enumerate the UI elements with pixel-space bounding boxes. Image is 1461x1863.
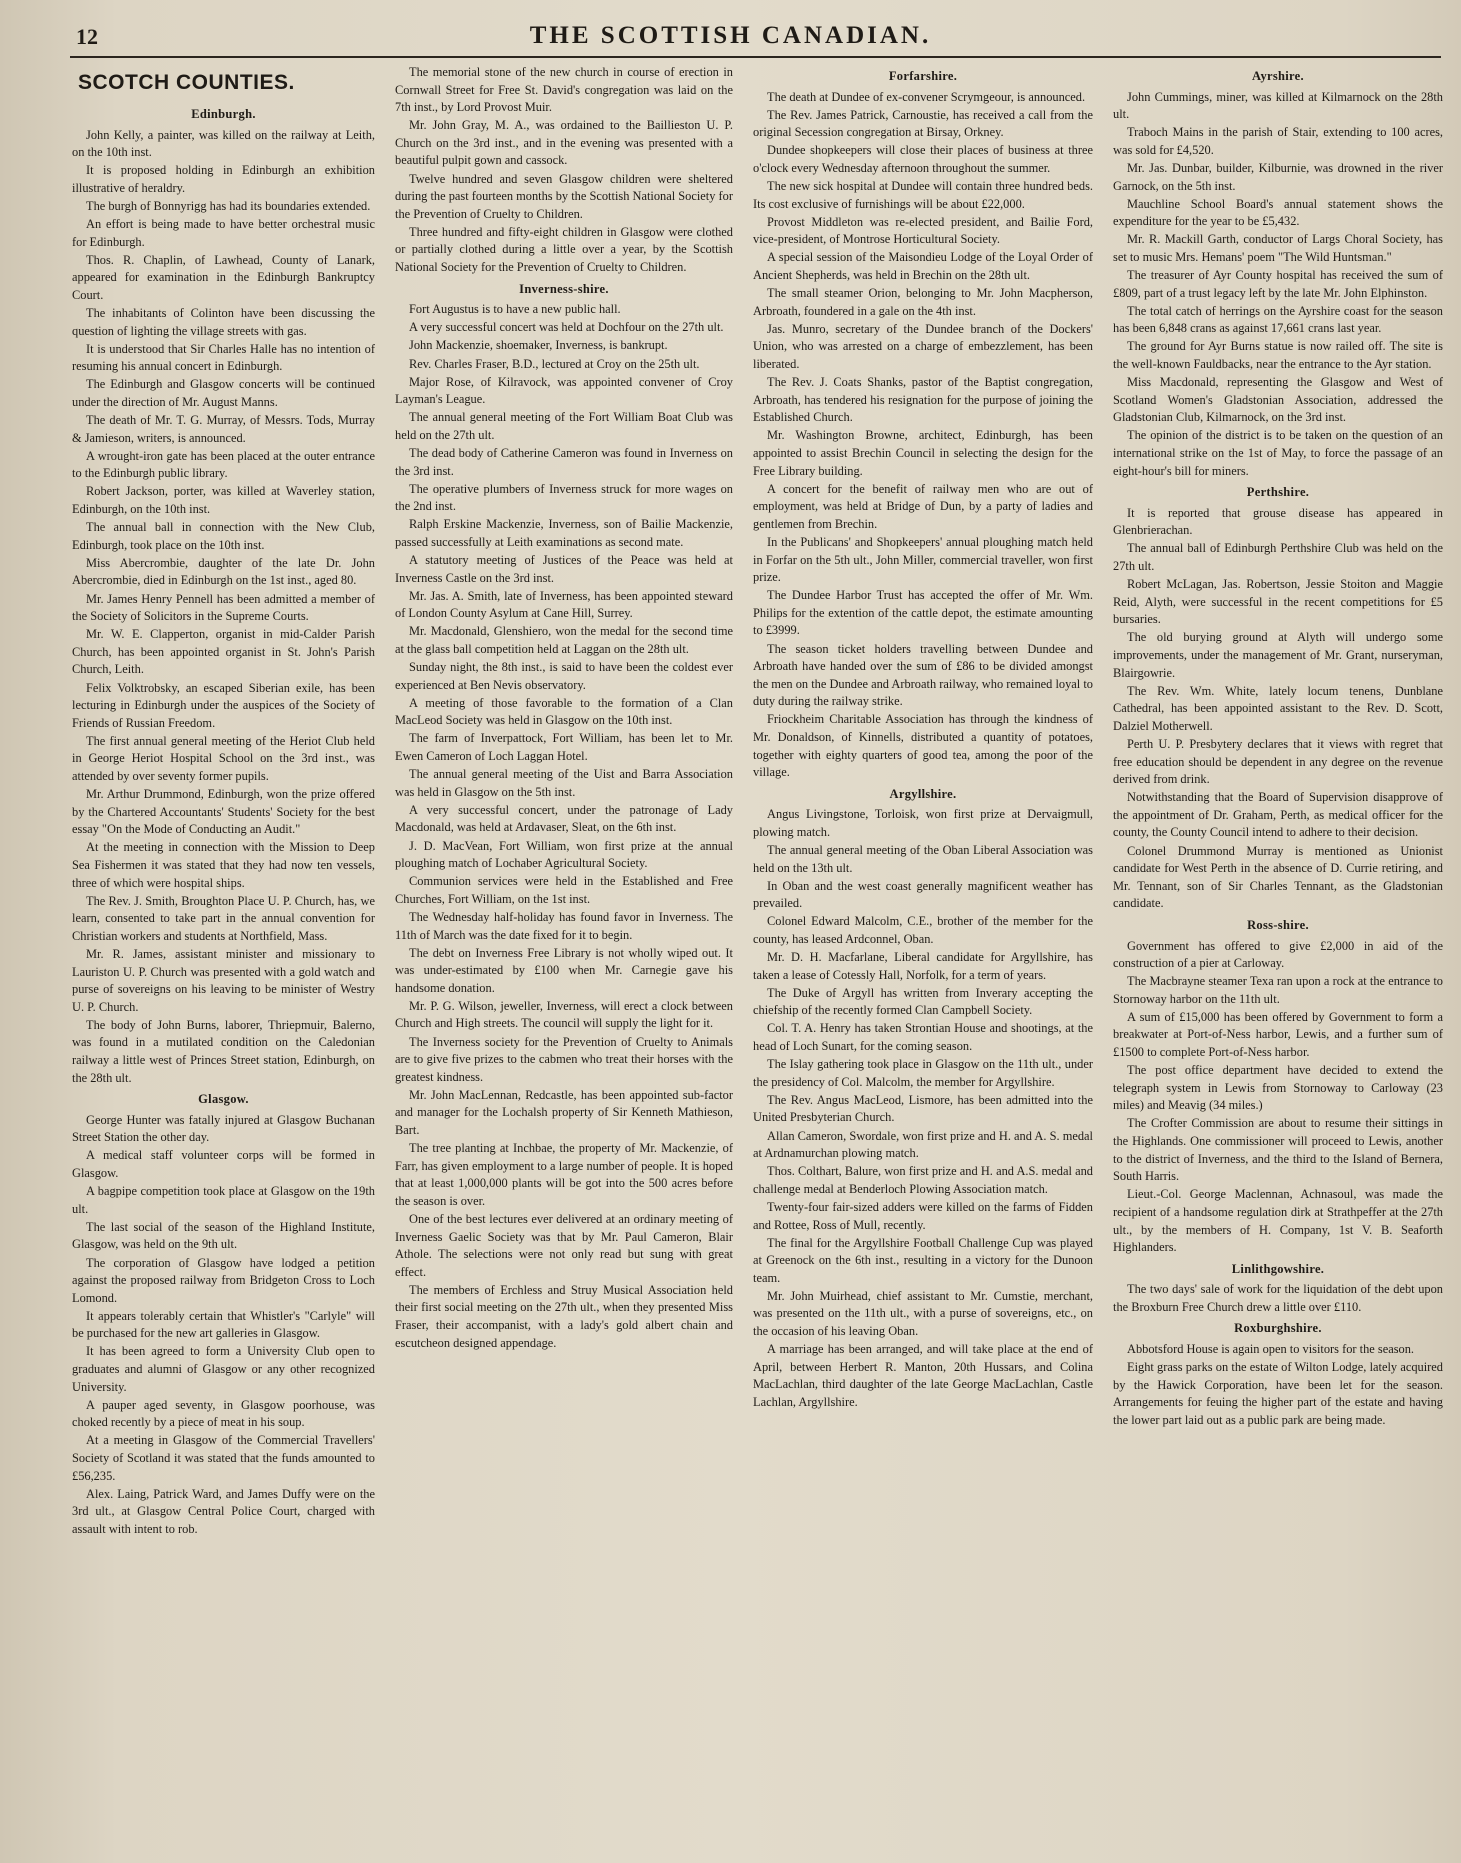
news-item: The annual general meeting of the Uist and Barra Association was held in Glasgow on the 5th inst. [395, 767, 733, 799]
main-heading: SCOTCH COUNTIES. [78, 71, 295, 94]
news-item: Friockheim Charitable Association has through the kindness of Mr. Donaldson, of Kinnells, distributed a quantity of potatoes, together with eighty quarters of good tea, among the poor of the village. [753, 712, 1093, 780]
news-item: Miss Abercrombie, daughter of the late Dr. John Abercrombie, died in Edinburgh on the 1st inst., aged 80. [72, 555, 375, 588]
news-item: The operative plumbers of Inverness struck for more wages on the 2nd inst. [395, 481, 733, 514]
news-item: Felix Volktrobsky, an escaped Siberian exile, has been lecturing in Edinburgh under the auspices of the Society of Friends of Russian Freedom. [72, 680, 375, 730]
news-item: Three hundred and fifty-eight children in Glasgow were clothed or partially clothed during a little over a year, by the Scottish National Society for the Prevention of Cruelty to Children. [395, 224, 733, 275]
news-item: Mr. R. James, assistant minister and missionary to Lauriston U. P. Church was presented with a gold watch and purse of sovereigns on his leaving to be minister of Westry U. P. Church. [72, 946, 375, 1014]
news-item: Major Rose, of Kilravock, was appointed convener of Croy Layman's League. [395, 374, 733, 407]
news-item: The corporation of Glasgow have lodged a petition against the proposed railway from Bridgeton Cross to Loch Lomond. [72, 1255, 375, 1305]
news-item: Lieut.-Col. George Maclennan, Achnasoul, was made the recipient of a handsome regulation dirk at Strathpeffer at the 27th ult., by the members of H. Company, 1st V. B. Seaforth Highlanders. [1113, 1187, 1443, 1255]
news-item: Mr. Washington Browne, architect, Edinburgh, has been appointed to assist Brechin Council in selecting the design for the Free Library building. [753, 428, 1093, 478]
news-item: The Inverness society for the Prevention of Cruelty to Animals are to give five prizes to the cabmen who treat their horses with the greatest kindness. [395, 1034, 733, 1084]
news-item: Miss Macdonald, representing the Glasgow and West of Scotland Women's Gladstonian Association, addressed the Gladstonian Club, Kilmarnock, on the 3rd inst. [1113, 375, 1443, 425]
news-item: Mr. John Gray, M. A., was ordained to the Baillieston U. P. Church on the 3rd inst., and in the evening was presented with a beautiful pulpit gown and cassock. [395, 118, 733, 168]
news-item: A pauper aged seventy, in Glasgow poorhouse, was choked recently by a piece of meat in his soup. [72, 1397, 375, 1430]
news-item: The first annual general meeting of the Heriot Club held in George Heriot Hospital School on the 3rd inst., was attended by over seventy former pupils. [72, 733, 375, 783]
news-item: In Oban and the west coast generally magnificent weather has prevailed. [753, 878, 1093, 911]
news-item: The treasurer of Ayr County hospital has received the sum of £809, part of a trust legacy left by the late Mr. John Elphinston. [1113, 268, 1443, 300]
news-item: It is proposed holding in Edinburgh an exhibition illustrative of heraldry. [72, 163, 375, 195]
news-item: The Duke of Argyll has written from Inverary accepting the chiefship of the recently formed Clan Campbell Society. [753, 985, 1093, 1018]
news-item: Eight grass parks on the estate of Wilton Lodge, lately acquired by the Hawick Corporation, have been let for the season. Arrangements for feuing the higher part of the estate and having the lower part laid out as a public park are being made. [1113, 1360, 1443, 1427]
news-item: Perth U. P. Presbytery declares that it views with regret that free education should be dependent in any degree on the revenue derived from drink. [1113, 736, 1443, 787]
news-item: The dead body of Catherine Cameron was found in Inverness on the 3rd inst. [395, 445, 733, 478]
news-item: A sum of £15,000 has been offered by Government to form a breakwater at Port-of-Ness harbor, Lewis, and a further sum of £1500 to complete Port-of-Ness harbor. [1113, 1009, 1443, 1060]
news-item: A medical staff volunteer corps will be formed in Glasgow. [72, 1148, 375, 1181]
news-item: John Cummings, miner, was killed at Kilmarnock on the 28th ult. [1113, 89, 1443, 122]
news-item: Angus Livingstone, Torloisk, won first prize at Dervaigmull, plowing match. [753, 807, 1093, 839]
news-item: Mr. Jas. A. Smith, late of Inverness, has been appointed steward of London County Asylum at Cane Hill, Surrey. [395, 588, 733, 621]
news-item: The ground for Ayr Burns statue is now railed off. The site is the well-known Fauldbacks, near the entrance to the Ayr station. [1113, 339, 1443, 371]
news-item: The Edinburgh and Glasgow concerts will be continued under the direction of Mr. August Manns. [72, 377, 375, 409]
page-number: 12 [76, 24, 98, 49]
news-item: J. D. MacVean, Fort William, won first prize at the annual ploughing match of Lochaber Agricultural Society. [395, 838, 733, 871]
news-item: Dundee shopkeepers will close their places of business at three o'clock every Wednesday afternoon throughout the summer. [753, 143, 1093, 175]
news-item: The debt on Inverness Free Library is not wholly wiped out. It was under-estimated by £100 when Mr. Carnegie gave his handsome donation. [395, 945, 733, 995]
news-item: Mr. Arthur Drummond, Edinburgh, won the prize offered by the Chartered Accountants' Students' Society for the best essay "On the Mode of Conducting an Audit." [72, 787, 375, 837]
news-item: Mr. Macdonald, Glenshiero, won the medal for the second time at the glass ball competition held at Laggan on the 28th ult. [395, 624, 733, 656]
news-item: Communion services were held in the Established and Free Churches, Fort William, on the 1st inst. [395, 874, 733, 906]
news-item: Rev. Charles Fraser, B.D., lectured at Croy on the 25th ult. [409, 356, 700, 371]
news-item: Mr. Jas. Dunbar, builder, Kilburnie, was drowned in the river Garnock, on the 5th inst. [1113, 160, 1443, 193]
section-heading: Glasgow. [198, 1092, 249, 1107]
news-item: The Rev. J. Smith, Broughton Place U. P. Church, has, we learn, consented to take part in the annual convention for Christian workers and students at Northfield, Mass. [72, 893, 375, 943]
news-item: Colonel Drummond Murray is mentioned as Unionist candidate for West Perth in the absence of D. Currie retiring, and Mr. Tennant, son of Sir Charles Tennant, as the Gladstonian candidate. [1113, 843, 1443, 911]
news-item: The season ticket holders travelling between Dundee and Arbroath have handed over the sum of £86 to be divided amongst the men on the Dundee and Arbroath railway, who remained loyal to duty during the railway strike. [753, 641, 1093, 709]
news-item: A meeting of those favorable to the formation of a Clan MacLeod Society was held in Glasgow on the 10th inst. [395, 695, 733, 728]
section-heading: Forfarshire. [888, 69, 958, 83]
news-item: Twelve hundred and seven Glasgow children were sheltered during the past fourteen months by the Scottish National Society for the Prevention of Cruelty to Children. [395, 171, 733, 221]
news-item: The tree planting at Inchbae, the property of Mr. Mackenzie, of Farr, has given employment to a large number of people. It is hoped that at least 1,000,000 plants will be got into the 500 acres before the season is over. [395, 1141, 733, 1208]
news-item: The old burying ground at Alyth will undergo some improvements, under the management of Mr. Grant, nurseryman, Blairgowrie. [1113, 630, 1443, 680]
news-item: The Rev. Wm. White, lately locum tenens, Dunblane Cathedral, has been appointed assistant to the Rev. D. Scott, Dalziel Motherwell. [1113, 683, 1443, 733]
masthead [0, 22, 1461, 56]
news-item: Colonel Edward Malcolm, C.E., brother of the member for the county, has leased Ardconnel, Oban. [753, 914, 1093, 946]
news-item: Abbotsford House is again open to visitors for the season. [1127, 1342, 1415, 1357]
news-item: A statutory meeting of Justices of the Peace was held at Inverness Castle on the 3rd inst. [395, 553, 733, 585]
news-item: Twenty-four fair-sized adders were killed on the farms of Fidden and Rottee, Ross of Mull, recently. [753, 1199, 1093, 1232]
news-item: A wrought-iron gate has been placed at the outer entrance to the Edinburgh public library. [72, 448, 375, 481]
section-heading: Edinburgh. [191, 107, 256, 121]
column-3 [753, 64, 1093, 1854]
news-item: Alex. Laing, Patrick Ward, and James Duffy were on the 3rd ult., at Glasgow Central Police Court, charged with assault with intent to rob. [72, 1486, 375, 1536]
news-item: Robert Jackson, porter, was killed at Waverley station, Edinburgh, on the 10th inst. [72, 484, 375, 517]
news-item: The Rev. J. Coats Shanks, pastor of the Baptist congregation, Arbroath, has tendered his resignation for the purpose of joining the Established Church. [753, 375, 1093, 425]
news-item: Allan Cameron, Swordale, won first prize and H. and A. S. medal at Ardnamurchan plowing match. [753, 1128, 1093, 1161]
news-item: The new sick hospital at Dundee will contain three hundred beds. Its cost exclusive of furnishings will be about £22,000. [753, 179, 1093, 211]
news-item: John Kelly, a painter, was killed on the railway at Leith, on the 10th inst. [72, 127, 375, 160]
news-item: John Mackenzie, shoemaker, Inverness, is bankrupt. [409, 338, 668, 353]
news-item: A special session of the Maisondieu Lodge of the Loyal Order of Ancient Shepherds, was held in Brechin on the 28th ult. [753, 250, 1093, 283]
news-item: Government has offered to give £2,000 in aid of the construction of a pier at Carloway. [1113, 938, 1443, 971]
news-item: The post office department have decided to extend the telegraph system in Lewis from Stornoway to Carloway (23 miles) and Meavig (34 miles.) [1113, 1063, 1443, 1113]
news-item: Robert McLagan, Jas. Robertson, Jessie Stoiton and Maggie Reid, Alyth, were successful in the recent competitions for £5 bursaries. [1113, 577, 1443, 627]
news-item: The Rev. Angus MacLeod, Lismore, has been admitted into the United Presbyterian Church. [753, 1092, 1093, 1125]
news-item: The death at Dundee of ex-convener Scrymgeour, is announced. [767, 89, 1086, 104]
news-item: Mr. John MacLennan, Redcastle, has been appointed sub-factor and manager for the Lochalsh property of Sir Kenneth Mathieson, Bart. [395, 1087, 733, 1138]
news-item: The farm of Inverpattock, Fort William, has been let to Mr. Ewen Cameron of Loch Laggan Hotel. [395, 731, 733, 764]
news-item: Fort Augustus is to have a new public hall. [409, 302, 621, 317]
news-item: The final for the Argyllshire Football Challenge Cup was played at Greenock on the 6th inst., resulting in a victory for the Dunoon team. [753, 1235, 1093, 1285]
column-2 [395, 64, 733, 1854]
news-item: The Wednesday half-holiday has found favor in Inverness. The 11th of March was the date fixed for it to begin. [395, 909, 733, 942]
masthead-rule [70, 56, 1441, 58]
news-item: One of the best lectures ever delivered at an ordinary meeting of Inverness Gaelic Society was that by Mr. Paul Cameron, Blair Athole. The selections were not only read but sung with great effect. [395, 1212, 733, 1279]
news-item: The opinion of the district is to be taken on the question of an international strike on the 1st of May, to force the passage of an eight-hour's bill for miners. [1113, 428, 1443, 478]
news-item: Thos. R. Chaplin, of Lawhead, County of Lanark, appeared for examination in the Edinburgh Bankruptcy Court. [72, 252, 375, 302]
section-heading: Roxburghshire. [1234, 1321, 1322, 1336]
news-item: It is reported that grouse disease has appeared in Glenbrierachan. [1113, 505, 1443, 538]
news-item: Mr. R. Mackill Garth, conductor of Largs Choral Society, has set to music Mrs. Hemans' poem "The Wild Huntsman." [1113, 232, 1443, 264]
news-item: The annual ball of Edinburgh Perthshire Club was held on the 27th ult. [1113, 541, 1443, 574]
news-item: The death of Mr. T. G. Murray, of Messrs. Tods, Murray & Jamieson, writers, is announced. [72, 413, 375, 445]
news-item: Mr. John Muirhead, chief assistant to Mr. Cumstie, merchant, was presented on the 11th ult., with a purse of sovereigns, etc., on the occasion of his leaving Oban. [753, 1288, 1093, 1339]
news-item: It appears tolerably certain that Whistler's "Carlyle" will be purchased for the new art galleries in Glasgow. [72, 1308, 375, 1341]
news-item: The Dundee Harbor Trust has accepted the offer of Mr. Wm. Philips for the extention of the cattle depot, the estimate amounting to £3999. [753, 588, 1093, 638]
news-item: George Hunter was fatally injured at Glasgow Buchanan Street Station the other day. [72, 1112, 375, 1145]
news-item: The Macbrayne steamer Texa ran upon a rock at the entrance to Stornoway harbor on the 11th ult. [1113, 974, 1443, 1006]
news-item: Mauchline School Board's annual statement shows the expenditure for the year to be £5,432. [1113, 196, 1443, 229]
news-item: The total catch of herrings on the Ayrshire coast for the season has been 6,848 crans as against 17,661 crans last year. [1113, 303, 1443, 336]
news-item: The Rev. James Patrick, Carnoustie, has received a call from the original Secession congregation at Birsay, Orkney. [753, 107, 1093, 140]
section-heading: Linlithgowshire. [1231, 1261, 1325, 1276]
news-item: Ralph Erskine Mackenzie, Inverness, son of Bailie Mackenzie, passed successfully at Leith examinations as second mate. [395, 517, 733, 549]
news-item: The annual ball in connection with the New Club, Edinburgh, took place on the 10th inst. [72, 520, 375, 552]
news-item: It is understood that Sir Charles Halle has no intention of resuming his annual concert in Edinburgh. [72, 341, 375, 374]
news-item: Notwithstanding that the Board of Supervision disapprove of the appointment of Dr. Graham, Perth, as medical officer for the county, the County Council intend to adhere to their decision. [1113, 790, 1443, 840]
news-item: Mr. P. G. Wilson, jeweller, Inverness, will erect a clock between Church and High streets. The council will supply the light for it. [395, 998, 733, 1031]
paper-title: THE SCOTTISH CANADIAN. [529, 22, 932, 49]
news-item: A marriage has been arranged, and will take place at the end of April, between Herbert R. Manton, 20th Hussars, and Colina MacLachlan, third daughter of the late George MacLachlan, Castle Lachlan, Argyllshire. [753, 1342, 1093, 1409]
news-item: Traboch Mains in the parish of Stair, extending to 100 acres, was sold for £4,520. [1113, 125, 1443, 157]
news-item: The Islay gathering took place in Glasgow on the 11th ult., under the presidency of Col. Malcolm, the member for Argyllshire. [753, 1057, 1093, 1089]
news-item: The burgh of Bonnyrigg has had its boundaries extended. [86, 198, 371, 213]
news-item: Mr. D. H. Macfarlane, Liberal candidate for Argyllshire, has taken a lease of Cotessly Hall, Norfolk, for a term of years. [753, 950, 1093, 982]
news-item: A very successful concert was held at Dochfour on the 27th ult. [409, 320, 724, 335]
news-item: The two days' sale of work for the liquidation of the debt upon the Broxburn Free Church drew a little over £110. [1113, 1282, 1443, 1314]
news-item: The memorial stone of the new church in course of erection in Cornwall Street for Free St. David's congregation was laid on the 7th inst., by Lord Provost Muir. [395, 65, 733, 115]
news-item: A bagpipe competition took place at Glasgow on the 19th ult. [72, 1184, 375, 1216]
news-item: The annual general meeting of the Oban Liberal Association was held on the 13th ult. [753, 843, 1093, 875]
news-item: Sunday night, the 8th inst., is said to have been the coldest ever experienced at Ben Nevis observatory. [395, 660, 733, 692]
news-item: Mr. W. E. Clapperton, organist in mid-Calder Parish Church, has been appointed organist in St. John's Parish Church, Leith. [72, 627, 375, 677]
news-item: Provost Middleton was re-elected president, and Bailie Ford, vice-president, of Montrose Horticultural Society. [753, 214, 1093, 247]
column-4 [1113, 64, 1443, 1854]
news-item: The small steamer Orion, belonging to Mr. John Macpherson, Arbroath, foundered in a gale on the 4th inst. [753, 286, 1093, 318]
news-item: The members of Erchless and Struy Musical Association held their first social meeting on the 27th ult., when they presented Miss Fraser, their accompanist, with a lady's gold albert chain and escutcheon designed appendage. [395, 1282, 733, 1350]
section-heading: Ross-shire. [1247, 917, 1309, 932]
news-item: Thos. Colthart, Balure, won first prize and H. and A.S. medal and challenge medal at Benderloch Plowing Association match. [753, 1164, 1093, 1196]
news-item: Jas. Munro, secretary of the Dundee branch of the Dockers' Union, who was arrested on a charge of embezzlement, has been liberated. [753, 321, 1093, 371]
news-item: The inhabitants of Colinton have been discussing the question of lighting the village streets with gas. [72, 306, 375, 338]
news-item: In the Publicans' and Shopkeepers' annual ploughing match held in Forfar on the 5th ult., John Miller, commercial traveller, won first prize. [753, 534, 1093, 585]
news-item: The Crofter Commission are about to resume their sittings in the Highlands. One commissioner will proceed to Lewis, another to the district of Inverness, and the third to the Island of Bernera, South Harris. [1113, 1116, 1443, 1184]
news-item: Col. T. A. Henry has taken Strontian House and shootings, at the head of Loch Sunart, for the coming season. [753, 1021, 1093, 1054]
section-heading: Inverness-shire. [519, 281, 609, 296]
section-heading: Perthshire. [1246, 485, 1310, 500]
news-item: The last social of the season of the Highland Institute, Glasgow, was held on the 9th ult. [72, 1219, 375, 1252]
section-heading: Argyllshire. [889, 786, 957, 801]
section-heading: Ayrshire. [1252, 69, 1304, 83]
news-item: The body of John Burns, laborer, Thriepmuir, Balerno, was found in a mutilated condition on the Caledonian railway a little west of Princes Street station, Edinburgh, on the 28th ult. [72, 1017, 375, 1085]
news-item: At the meeting in connection with the Mission to Deep Sea Fishermen it was stated that they had now ten vessels, three of which were hospital ships. [72, 840, 375, 890]
news-item: An effort is being made to have better orchestral music for Edinburgh. [72, 217, 375, 249]
news-item: A very successful concert, under the patronage of Lady Macdonald, was held at Ardavaser, Sleat, on the 6th inst. [395, 802, 733, 835]
news-item: A concert for the benefit of railway men who are out of employment, was held at Bridge of Dun, by a party of ladies and gentlemen from Brechin. [753, 481, 1093, 531]
article-columns [72, 64, 1444, 1854]
news-item: The annual general meeting of the Fort William Boat Club was held on the 27th ult. [395, 410, 733, 442]
news-item: Mr. James Henry Pennell has been admitted a member of the Society of Solicitors in the Supreme Courts. [72, 591, 375, 624]
news-item: It has been agreed to form a University Club open to graduates and alumni of Glasgow or any other recognized University. [72, 1344, 375, 1394]
column-1 [72, 64, 375, 1854]
news-item: At a meeting in Glasgow of the Commercial Travellers' Society of Scotland it was stated that the funds amounted to £56,235. [72, 1433, 375, 1483]
